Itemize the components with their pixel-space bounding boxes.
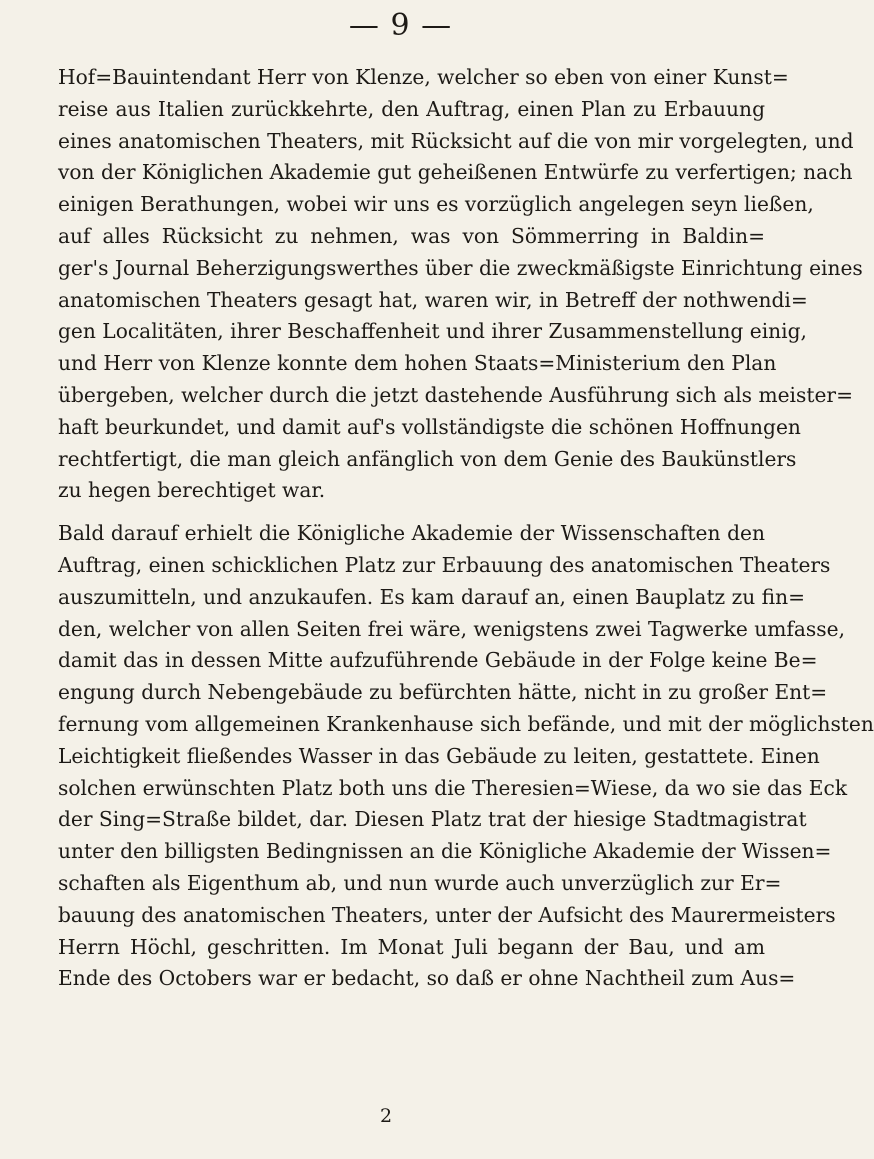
page-number-header: — 9 —: [348, 8, 453, 43]
paragraph-2: [58, 518, 874, 995]
text-line: Auftrag, einen schicklichen Platz zur Erbauung des anatomischen Theaters: [58, 552, 831, 577]
text-line: Herrn Höchl, geschritten. Im Monat Juli begann der Bau, und am: [58, 934, 765, 959]
text-line: bauung des anatomischen Theaters, unter der Aufsicht des Maurermeisters: [58, 902, 836, 927]
text-line: von der Königlichen Akademie gut geheißenen Entwürfe zu verfertigen; nach: [58, 160, 853, 185]
body-text: [58, 62, 874, 995]
text-line: Leichtigkeit fließendes Wasser in das Gebäude zu leiten, gestattete. Einen: [58, 743, 820, 768]
text-line: den, welcher von allen Seiten frei wäre, wenigstens zwei Tagwerke umfasse,: [58, 616, 846, 641]
text-line: zu hegen berechtiget war.: [58, 478, 326, 503]
text-line: Bald darauf erhielt die Königliche Akademie der Wissenschaften den: [58, 521, 765, 546]
text-line: damit das in dessen Mitte aufzuführende Gebäude in der Folge keine Be=: [58, 648, 818, 673]
text-line: eines anatomischen Theaters, mit Rücksicht auf die von mir vorgelegten, und: [58, 128, 854, 153]
text-line: engung durch Nebengebäude zu befürchten hätte, nicht in zu großer Ent=: [58, 680, 828, 705]
text-line: gen Localitäten, ihrer Beschaffenheit und ihrer Zusammenstellung einig,: [58, 319, 807, 344]
text-line: unter den billigsten Bedingnissen an die Königliche Akademie der Wissen=: [58, 839, 832, 864]
text-line: und Herr von Klenze konnte dem hohen Staats=Ministerium den Plan: [58, 351, 777, 376]
text-line: Ende des Octobers war er bedacht, so daß er ohne Nachtheil zum Aus=: [58, 966, 796, 991]
text-line: solchen erwünschten Platz both uns die Theresien=Wiese, da wo sie das Eck: [58, 775, 848, 800]
text-line: fernung vom allgemeinen Krankenhause sich befände, und mit der möglichsten: [58, 711, 874, 736]
paragraph-1: [58, 62, 863, 507]
signature-mark: 2: [380, 1105, 393, 1127]
text-line: rechtfertigt, die man gleich anfänglich von dem Genie des Baukünstlers: [58, 446, 797, 471]
text-line: übergeben, welcher durch die jetzt dastehende Ausführung sich als meister=: [58, 382, 853, 407]
text-line: schaften als Eigenthum ab, und nun wurde auch unverzüglich zur Er=: [58, 870, 782, 895]
text-line: ger's Journal Beherzigungswerthes über die zweckmäßigste Einrichtung eines: [58, 255, 863, 280]
text-line: auf alles Rücksicht zu nehmen, was von Sömmerring in Baldin=: [58, 223, 765, 248]
text-line: anatomischen Theaters gesagt hat, waren wir, in Betreff der nothwendi=: [58, 287, 808, 312]
text-line: einigen Berathungen, wobei wir uns es vorzüglich angelegen seyn ließen,: [58, 192, 814, 217]
text-line: reise aus Italien zurückkehrte, den Auftrag, einen Plan zu Erbauung: [58, 96, 765, 121]
text-line: auszumitteln, und anzukaufen. Es kam darauf an, einen Bauplatz zu fin=: [58, 584, 806, 609]
text-line: der Sing=Straße bildet, dar. Diesen Platz trat der hiesige Stadtmagistrat: [58, 807, 807, 832]
text-line: haft beurkundet, und damit auf's vollständigste die schönen Hoffnungen: [58, 414, 801, 439]
text-line: Hof=Bauintendant Herr von Klenze, welcher so eben von einer Kunst=: [58, 65, 789, 89]
